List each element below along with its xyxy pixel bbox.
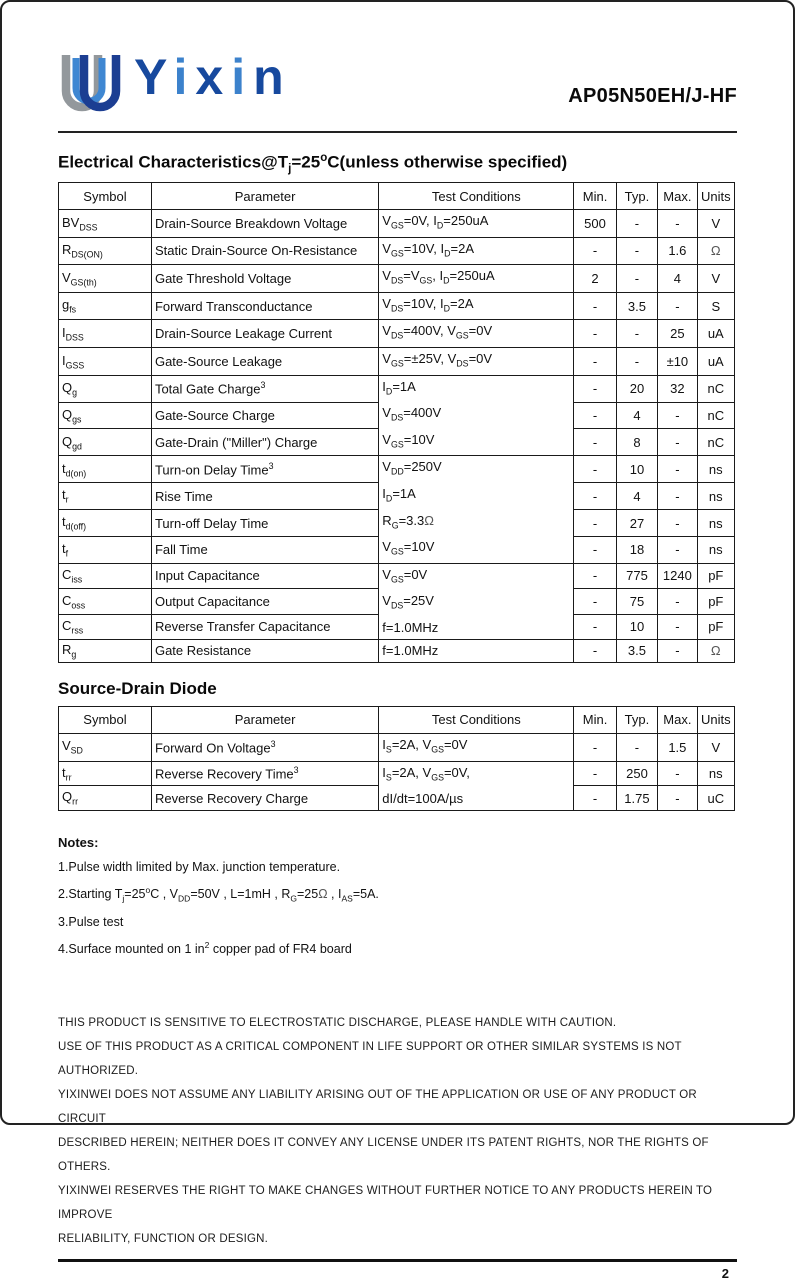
max-cell: - [658,536,697,563]
footer-rule [58,1259,737,1262]
max-cell: 1240 [658,563,697,588]
parameter-cell: Fall Time [151,536,378,563]
table-row [59,563,735,588]
disclaimer-line: DESCRIBED HEREIN; NEITHER DOES IT CONVEY ANY LICENSE UNDER ITS PATENT RIGHTS, NOR THE RIGHTS OF OTHERS. [58,1136,709,1173]
brand-letter: n [253,49,292,105]
units-cell: S [697,292,734,320]
electrical-characteristics-title: Electrical $Characteristics@T_j=25^oC(unless$ otherwise specified) [58,152,568,176]
typ-cell: 3.5 [616,639,657,662]
table-header-row [59,706,735,733]
parameter-cell: Turn-off Delay Time [151,510,378,537]
min-cell: - [574,733,616,761]
parameter-cell: Drain-Source Breakdown Voltage [151,210,378,238]
column-header-min: Min. [574,183,616,210]
parameter-cell: Gate-Source Leakage [151,348,378,376]
min-cell: - [574,510,616,537]
max-cell: - [658,456,697,483]
parameter-cell: Input Capacitance [151,563,378,588]
max-cell: 32 [658,375,697,402]
disclaimer-line: YIXINWEI DOES NOT ASSUME ANY LIABILITY ARISING OUT OF THE APPLICATION OR USE OF ANY PRODUCT OR CIRCUIT [58,1088,697,1125]
typ-cell: 4 [616,483,657,510]
units-cell: Ω [697,639,734,662]
typ-cell: 20 [616,375,657,402]
units-cell: Ω [697,237,734,265]
test-conditions-cell: $I_S=2A$, $V_{GS}=0V$, dI/dt=100A/µs [379,761,574,811]
parameter-cell: Rise Time [151,483,378,510]
min-cell: - [574,639,616,662]
symbol-cell: $Q_{gd}$ [59,429,152,456]
note-item: 4.Surface mounted on 1 $in^2$ copper pad of FR4 board [58,939,352,956]
typ-cell: 8 [616,429,657,456]
test-conditions-cell: $V_{GS}=0V$, $I_D=250uA$ [379,210,574,238]
symbol-cell: $g_{fs}$ [59,292,152,320]
page-number: 2 [721,1265,729,1281]
column-header-symbol: Symbol [59,706,152,733]
parameter-cell: Gate-Source Charge [151,402,378,429]
test-conditions-cell: $I_D=1A$ $V_{DS}=400V$ $V_{GS}=10V$ [379,375,574,456]
parameter-cell: Reverse Transfer Capacitance [151,614,378,639]
page-header [58,46,737,114]
min-cell: - [574,786,616,811]
min-cell: - [574,375,616,402]
symbol-cell: $I_{DSS}$ [59,320,152,348]
typ-cell: 250 [616,761,657,786]
typ-cell: 75 [616,589,657,614]
units-cell: V [697,265,734,293]
max-cell: - [658,483,697,510]
column-header-max: Max. [658,706,697,733]
table-row [59,639,735,662]
units-cell: pF [697,563,734,588]
max-cell: - [658,429,697,456]
min-cell: - [574,237,616,265]
symbol-cell: $I_{GSS}$ [59,348,152,376]
brand-logo [58,49,292,114]
column-header-test-conditions: Test Conditions [379,183,574,210]
test-conditions-cell: $V_{DS}=10V$, $I_D=2A$ [379,292,574,320]
column-header-units: Units [697,706,734,733]
parameter-cell: Gate Resistance [151,639,378,662]
min-cell: 500 [574,210,616,238]
parameter-cell: Static Drain-Source On-Resistance [151,237,378,265]
symbol-cell: $R_g$ [59,639,152,662]
max-cell: - [658,589,697,614]
typ-cell: 3.5 [616,292,657,320]
table-row [59,456,735,483]
notes-section [58,835,737,961]
symbol-cell: $t_{d(off)}$ [59,510,152,537]
typ-cell: 27 [616,510,657,537]
units-cell: uC [697,786,734,811]
double-u-monogram-icon [58,52,122,114]
max-cell: - [658,614,697,639]
units-cell: ns [697,761,734,786]
typ-cell: 10 [616,456,657,483]
table-row [59,375,735,402]
column-header-typ: Typ. [616,706,657,733]
max-cell: - [658,210,697,238]
table-row [59,292,735,320]
electrical-characteristics-table [58,182,735,663]
brand-letter: x [195,49,232,105]
typ-cell: - [616,320,657,348]
min-cell: - [574,348,616,376]
header-rule [58,131,737,133]
units-cell: pF [697,614,734,639]
part-number: AP05N50EH/J-HF [568,85,737,107]
test-conditions-cell: f=1.0MHz [379,639,574,662]
min-cell: - [574,320,616,348]
max-cell: 25 [658,320,697,348]
units-cell: pF [697,589,734,614]
brand-letter: i [231,49,254,105]
test-conditions-cell: $V_{GS}=0V$ $V_{DS}=25V$ f=1.0MHz [379,563,574,639]
units-cell: nC [697,375,734,402]
disclaimer-line: THIS PRODUCT IS SENSITIVE TO ELECTROSTATIC DISCHARGE, PLEASE HANDLE WITH CAUTION. [58,1016,617,1029]
note-item: 3.Pulse test [58,914,124,929]
symbol-cell: $V_{GS(th)}$ [59,265,152,293]
max-cell: - [658,292,697,320]
min-cell: - [574,292,616,320]
table-row [59,237,735,265]
disclaimer-line: RELIABILITY, FUNCTION OR DESIGN. [58,1232,269,1245]
typ-cell: 18 [616,536,657,563]
max-cell: 4 [658,265,697,293]
typ-cell: 1.75 [616,786,657,811]
parameter-cell: Forward Transconductance [151,292,378,320]
table-row [59,761,735,786]
max-cell: ±10 [658,348,697,376]
column-header-parameter: Parameter [151,706,378,733]
column-header-max: Max. [658,183,697,210]
units-cell: uA [697,320,734,348]
brand-name [134,49,292,105]
typ-cell: 775 [616,563,657,588]
column-header-min: Min. [574,706,616,733]
typ-cell: 10 [616,614,657,639]
note-item: 2.Starting $T_j=25^oC$ , $V_{DD}=50V$ , L=1mH , $R_G=25\Omega$ , $I_{AS}=5A$. [58,885,379,904]
table-row [59,320,735,348]
symbol-cell: $t_r$ [59,483,152,510]
min-cell: - [574,563,616,588]
parameter-cell: Drain-Source Leakage Current [151,320,378,348]
test-conditions-cell: $V_{GS}=\pm 25V$, $V_{DS}=0V$ [379,348,574,376]
min-cell: - [574,402,616,429]
typ-cell: - [616,210,657,238]
column-header-parameter: Parameter [151,183,378,210]
min-cell: - [574,456,616,483]
parameter-cell: Gate Threshold Voltage [151,265,378,293]
table-row [59,265,735,293]
max-cell: - [658,786,697,811]
disclaimer-line: USE OF THIS PRODUCT AS A CRITICAL COMPONENT IN LIFE SUPPORT OR OTHER SIMILAR SYSTEMS IS NOT AUTHORIZED. [58,1040,682,1077]
parameter-cell: Reverse Recovery Charge [151,786,378,811]
min-cell: - [574,483,616,510]
parameter-cell: Reverse Recovery Time$^3$ [151,761,378,786]
symbol-cell: $V_{SD}$ [59,733,152,761]
test-conditions-cell: $V_{DS}=V_{GS}$, $I_D=250uA$ [379,265,574,293]
typ-cell: 4 [616,402,657,429]
parameter-cell: Output Capacitance [151,589,378,614]
min-cell: - [574,429,616,456]
column-header-typ: Typ. [616,183,657,210]
column-header-units: Units [697,183,734,210]
units-cell: V [697,733,734,761]
disclaimer-section [58,1011,737,1251]
units-cell: ns [697,536,734,563]
column-header-test-conditions: Test Conditions [379,706,574,733]
units-cell: nC [697,429,734,456]
units-cell: ns [697,456,734,483]
min-cell: - [574,614,616,639]
parameter-cell: Total Gate Charge$^3$ [151,375,378,402]
max-cell: 1.5 [658,733,697,761]
symbol-cell: $C_{iss}$ [59,563,152,588]
test-conditions-cell: $V_{DD}=250V$ $I_D=1A$ $R_G=3.3\Omega$ $V_{GS}=10V$ [379,456,574,563]
source-drain-diode-title: Source-Drain Diode [58,678,217,698]
min-cell: - [574,589,616,614]
test-conditions-cell: $V_{DS}=400V$, $V_{GS}=0V$ [379,320,574,348]
max-cell: 1.6 [658,237,697,265]
typ-cell: - [616,237,657,265]
parameter-cell: Gate-Drain ("Miller") Charge [151,429,378,456]
symbol-cell: $C_{oss}$ [59,589,152,614]
table-row [59,210,735,238]
max-cell: - [658,639,697,662]
symbol-cell: $t_f$ [59,536,152,563]
symbol-cell: $t_{d(on)}$ [59,456,152,483]
symbol-cell: $Q_{gs}$ [59,402,152,429]
typ-cell: - [616,348,657,376]
max-cell: - [658,761,697,786]
symbol-cell: $Q_{rr}$ [59,786,152,811]
min-cell: 2 [574,265,616,293]
symbol-cell: $BV_{DSS}$ [59,210,152,238]
typ-cell: - [616,265,657,293]
table-header-row [59,183,735,210]
units-cell: ns [697,510,734,537]
units-cell: nC [697,402,734,429]
column-header-symbol: Symbol [59,183,152,210]
disclaimer-line: YIXINWEI RESERVES THE RIGHT TO MAKE CHANGES WITHOUT FURTHER NOTICE TO ANY PRODUCTS HEREIN TO IMPROVE [58,1184,713,1221]
parameter-cell: Forward On Voltage$^3$ [151,733,378,761]
typ-cell: - [616,733,657,761]
units-cell: V [697,210,734,238]
units-cell: uA [697,348,734,376]
test-conditions-cell: $I_S=2A$, $V_{GS}=0V$ [379,733,574,761]
table-row [59,348,735,376]
symbol-cell: $C_{rss}$ [59,614,152,639]
max-cell: - [658,510,697,537]
min-cell: - [574,761,616,786]
source-drain-diode-table [58,706,735,811]
note-item: 1.Pulse width limited by Max. junction temperature. [58,860,341,875]
brand-letter: Y [134,49,174,105]
min-cell: - [574,536,616,563]
parameter-cell: Turn-on Delay Time$^3$ [151,456,378,483]
notes-title: Notes: [58,835,99,851]
units-cell: ns [697,483,734,510]
max-cell: - [658,402,697,429]
table-row [59,733,735,761]
symbol-cell: $Q_g$ [59,375,152,402]
test-conditions-cell: $V_{GS}=10V$, $I_D=2A$ [379,237,574,265]
symbol-cell: $t_{rr}$ [59,761,152,786]
brand-letter: i [173,49,196,105]
symbol-cell: $R_{DS(ON)}$ [59,237,152,265]
